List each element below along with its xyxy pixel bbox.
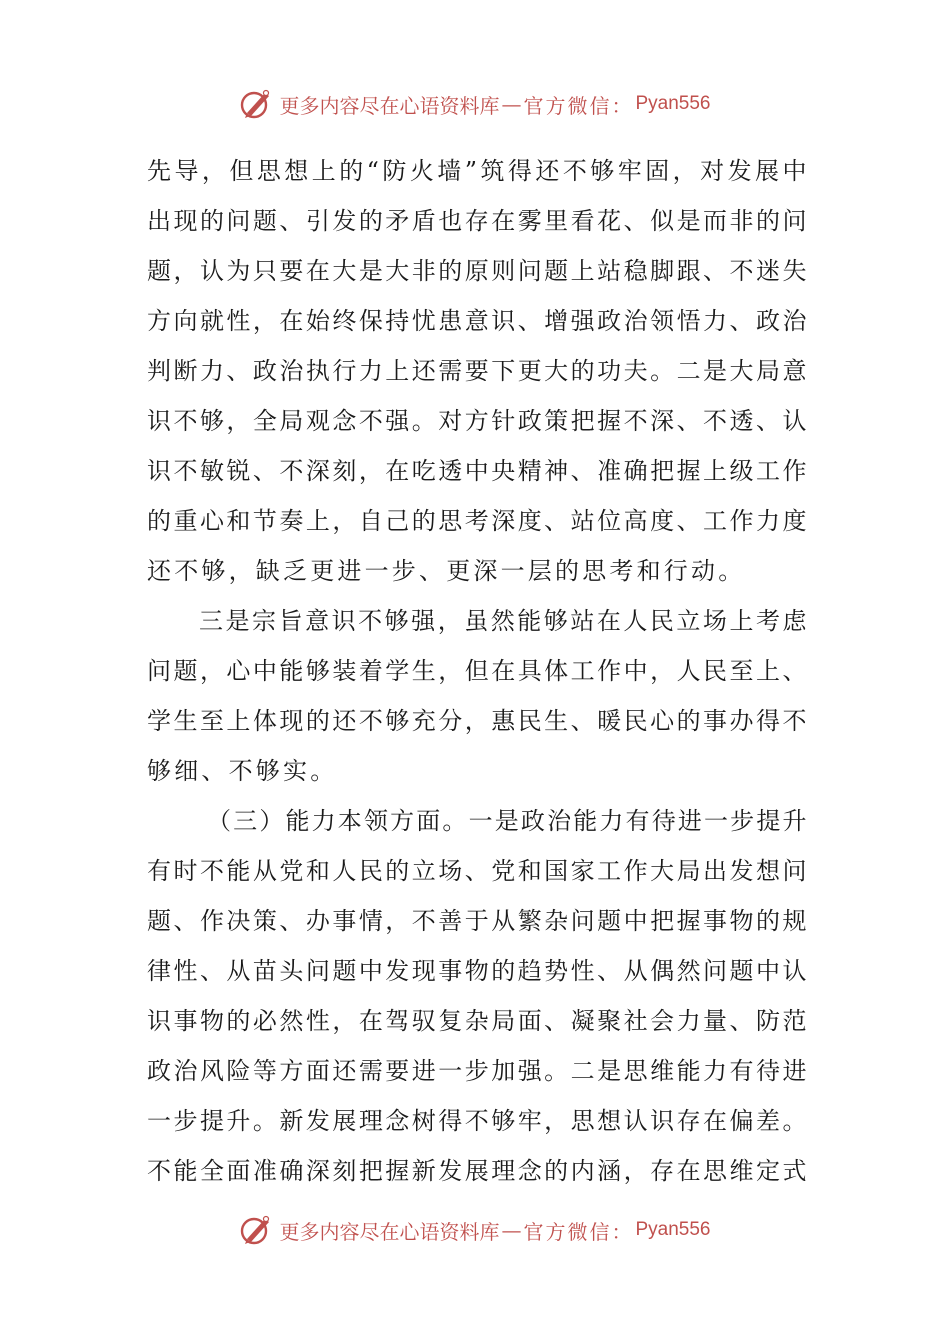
body-line: 的重心和节奏上，自己的思考深度、站位高度、工作力度 (147, 507, 807, 535)
body-line: 政治风险等方面还需要进一步加强。二是思维能力有待进 (147, 1057, 807, 1085)
watermark-separator: — (501, 92, 522, 116)
pen-circle-logo-icon (239, 87, 273, 121)
body-line: 题、作决策、办事情，不善于从繁杂问题中把握事物的规 (147, 907, 807, 935)
body-line: 判断力、政治执行力上还需要下更大的功夫。二是大局意 (147, 357, 807, 385)
body-line: 识不够，全局观念不强。对方针政策把握不深、不透、认 (147, 407, 807, 435)
document-body (147, 146, 807, 1196)
body-line: 识不敏锐、不深刻，在吃透中央精神、准确把握上级工作 (147, 457, 807, 485)
body-line: 一步提升。新发展理念树得不够牢，思想认识存在偏差。 (147, 1107, 807, 1135)
footer-watermark-banner (0, 1210, 950, 1250)
watermark-separator: — (501, 1218, 522, 1242)
body-line: 先导，但思想上的“防火墙”筑得还不够牢固，对发展中 (147, 157, 807, 185)
watermark-brand-text: 更多内容尽在心语资料库 (279, 93, 500, 118)
watermark-wechat-label: 官方微信： (523, 1219, 634, 1244)
watermark-wechat-account: Pyan556 (635, 93, 711, 114)
header-watermark-banner (0, 84, 950, 124)
watermark-brand-text: 更多内容尽在心语资料库 (279, 1219, 500, 1244)
body-line: 题，认为只要在大是大非的原则问题上站稳脚跟、不迷失 (147, 257, 807, 285)
watermark-wechat-account: Pyan556 (635, 1219, 711, 1240)
paragraph-first-line: 三是宗旨意识不够强，虽然能够站在人民立场上考虑 (199, 607, 807, 635)
body-line: 方向就性，在始终保持忧患意识、增强政治领悟力、政治 (147, 307, 807, 335)
body-line: 还不够，缺乏更进一步、更深一层的思考和行动。 (147, 557, 746, 585)
body-line: 出现的问题、引发的矛盾也存在雾里看花、似是而非的问 (147, 207, 807, 235)
body-line: 够细、不够实。 (147, 757, 338, 785)
body-line: 不能全面准确深刻把握新发展理念的内涵，存在思维定式 (147, 1157, 807, 1185)
body-line: 有时不能从党和人民的立场、党和国家工作大局出发想问 (147, 857, 807, 885)
body-line: 律性、从苗头问题中发现事物的趋势性、从偶然问题中认 (147, 957, 807, 985)
pen-circle-logo-icon (239, 1213, 273, 1247)
watermark-wechat-label: 官方微信： (523, 93, 634, 118)
body-line: 识事物的必然性，在驾驭复杂局面、凝聚社会力量、防范 (147, 1007, 807, 1035)
section-heading-line: （三）能力本领方面。一是政治能力有待进一步提升 (207, 807, 807, 835)
body-line: 学生至上体现的还不够充分，惠民生、暖民心的事办得不 (147, 707, 807, 735)
body-line: 问题，心中能够装着学生，但在具体工作中，人民至上、 (147, 657, 807, 685)
